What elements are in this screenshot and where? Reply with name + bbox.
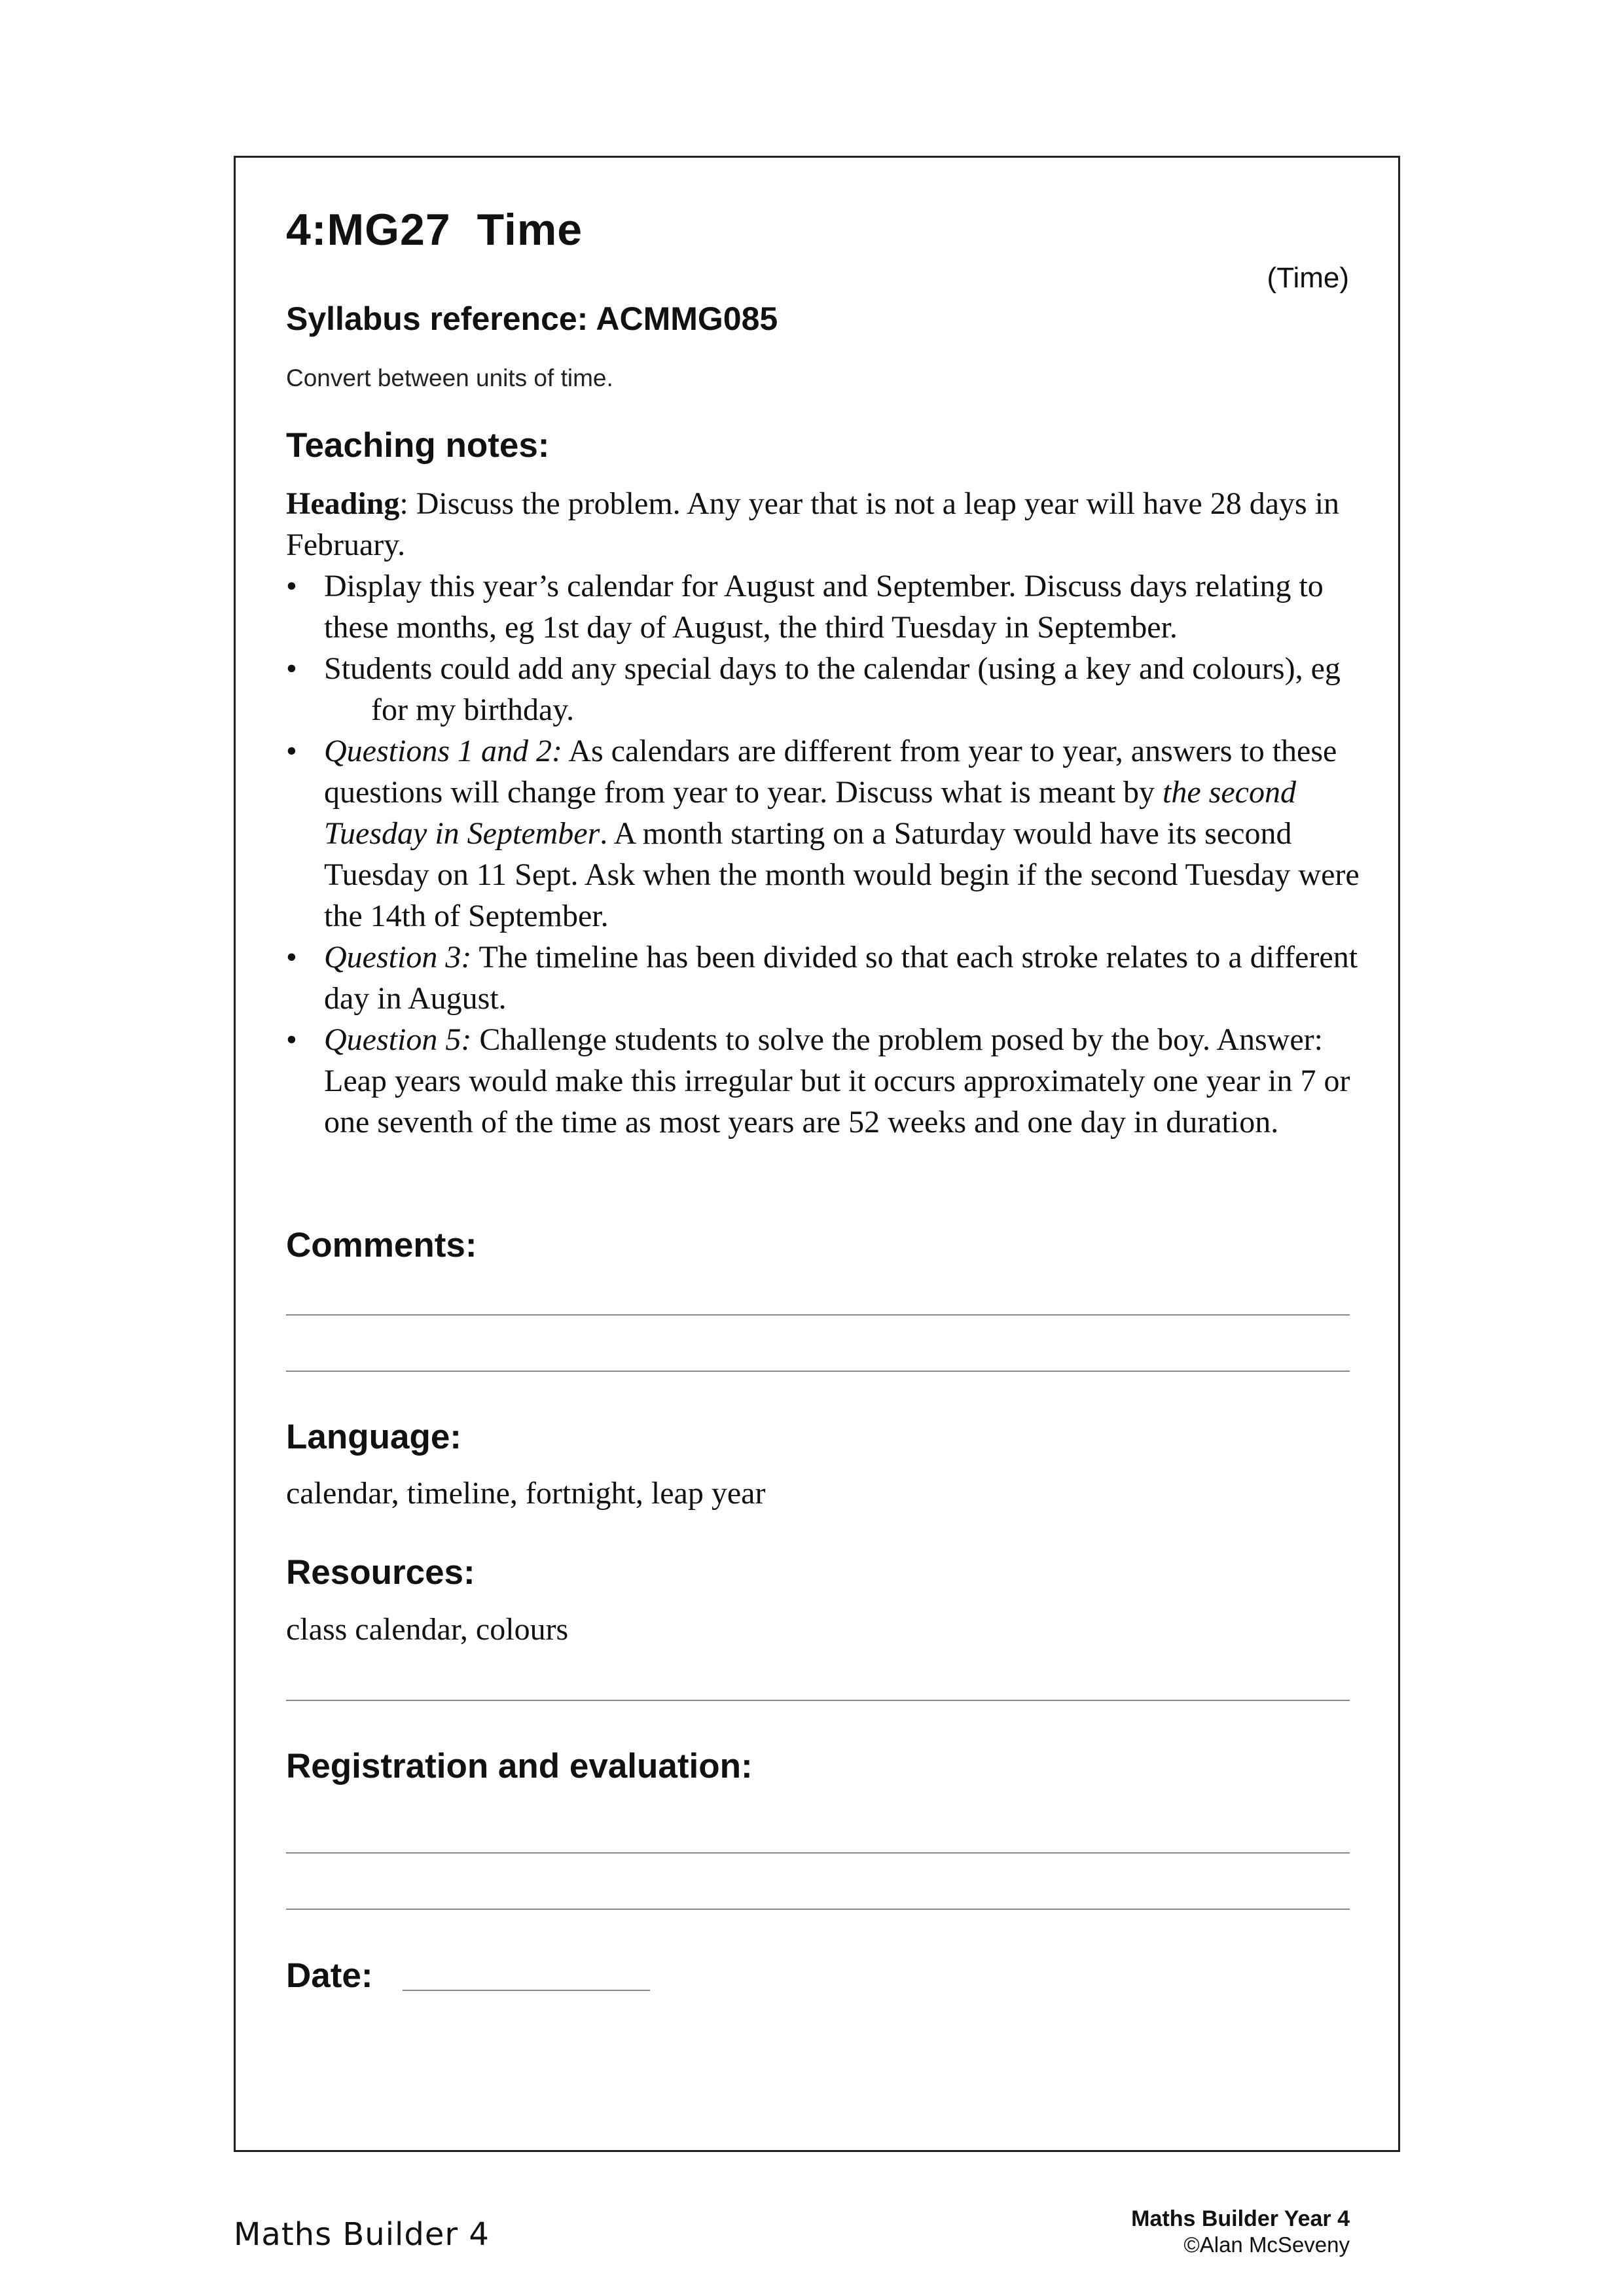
lesson-code: 4:MG27 <box>286 205 451 255</box>
registration-line-2 <box>286 1909 1350 1910</box>
bullet-glyph: • <box>286 734 297 768</box>
resources-text: class calendar, colours <box>286 1612 569 1647</box>
notes-intro <box>286 483 1360 565</box>
comments-heading: Comments: <box>286 1226 477 1265</box>
syllabus-description: Convert between units of time. <box>286 365 613 391</box>
comments-line-2 <box>286 1371 1350 1372</box>
list-item <box>286 730 1360 937</box>
footer-credits <box>1131 2206 1350 2258</box>
bullet-glyph: • <box>286 569 297 603</box>
registration-line-1 <box>286 1852 1350 1854</box>
bullet-4-label: Question 3: <box>324 940 472 975</box>
bullet-4-text: The timeline has been divided so that each stroke relates to a different day in August. <box>324 940 1358 1016</box>
list-item <box>286 937 1360 1019</box>
bullet-3-text-a: As calendars are different from year to year, answers to these questions will change from year to year. Discuss what is meant by <box>324 734 1337 810</box>
bullet-5-label: Question 5: <box>324 1022 472 1057</box>
topic-tag: (Time) <box>1267 262 1349 294</box>
bullet-2-text-b: for my birthday. <box>371 692 575 727</box>
teaching-notes-heading: Teaching notes: <box>286 426 550 465</box>
footer-series-title: Maths Builder Year 4 <box>1131 2206 1350 2231</box>
bullet-3-text-b: . A month starting on a Saturday would have its second Tuesday on 11 Sept. Ask when the month would begin if the second Tuesday were the 14th of September. <box>324 816 1360 933</box>
resources-heading: Resources: <box>286 1553 475 1592</box>
date-line <box>403 1990 650 1991</box>
language-text: calendar, timeline, fortnight, leap year <box>286 1476 766 1511</box>
comments-line-1 <box>286 1314 1350 1316</box>
registration-heading: Registration and evaluation: <box>286 1747 753 1785</box>
syllabus-reference: Syllabus reference: ACMMG085 <box>286 300 778 337</box>
notes-intro-text: : Discuss the problem. Any year that is not a leap year will have 28 days in February. <box>286 486 1340 562</box>
bullet-glyph: • <box>286 651 297 686</box>
list-item <box>286 648 1360 730</box>
bullet-3-italic: the second Tuesday in September <box>324 775 1296 851</box>
list-item <box>286 1019 1360 1143</box>
footer-copyright: ©Alan McSeveny <box>1183 2233 1350 2257</box>
lesson-title: Time <box>477 205 583 255</box>
resources-line <box>286 1700 1350 1701</box>
teaching-notes <box>286 483 1360 1143</box>
bullet-3-label: Questions 1 and 2: <box>324 734 562 768</box>
bullet-glyph: • <box>286 1022 297 1057</box>
page-title <box>286 204 583 255</box>
language-heading: Language: <box>286 1418 461 1456</box>
list-item <box>286 565 1360 648</box>
footer-book-title: Maths Builder 4 <box>234 2216 490 2253</box>
notes-intro-label: Heading <box>286 486 400 521</box>
bullet-5-text: Challenge students to solve the problem posed by the boy. Answer: Leap years would make this irregular but it occurs approximately one year in 7 or one seventh of the time as most years are 52 weeks and one day in duration. <box>324 1022 1350 1139</box>
bullet-glyph: • <box>286 940 297 975</box>
bullet-2-text-a: Students could add any special days to the calendar (using a key and colours), eg <box>324 651 1341 686</box>
notes-list <box>286 565 1360 1143</box>
bullet-1-text: Display this year’s calendar for August and September. Discuss days relating to these months, eg 1st day of August, the third Tuesday in September. <box>324 569 1324 645</box>
date-label: Date: <box>286 1956 373 1995</box>
